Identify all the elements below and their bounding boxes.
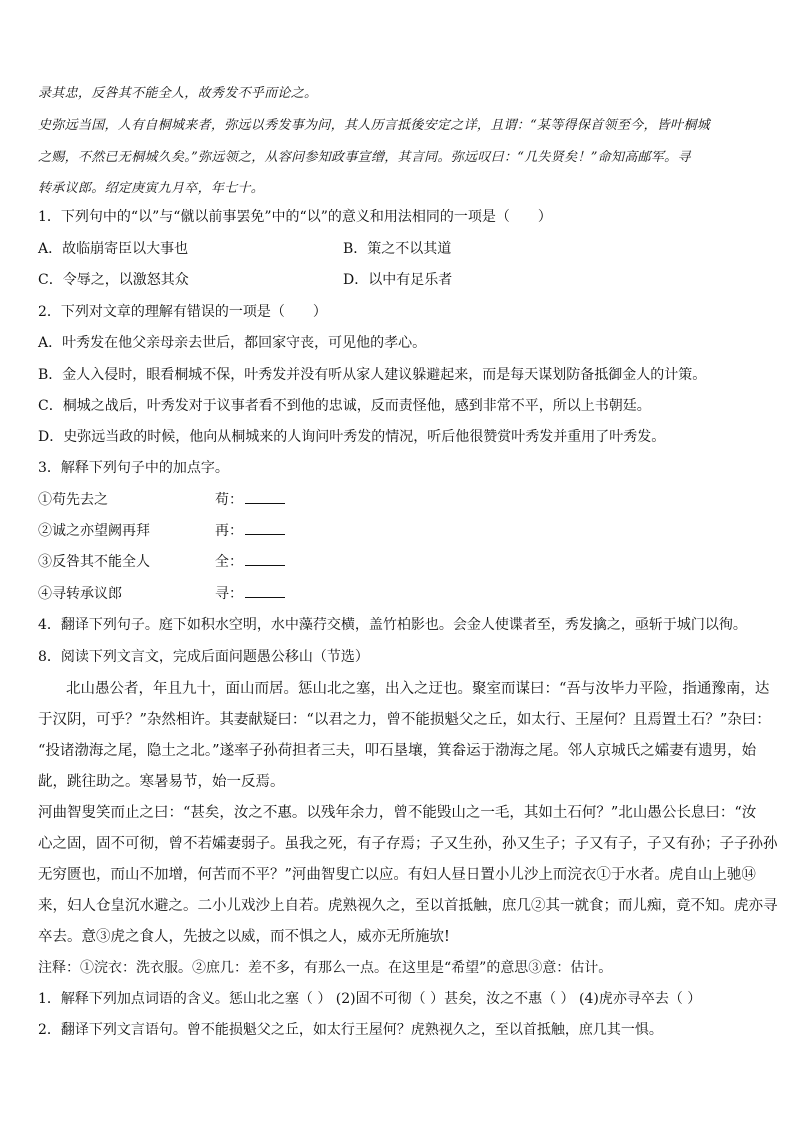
passage-line-2: 史弥远当国，人有自桐城来者，弥远以秀发事为问，其人历言抵後安定之详，且谓：“某等得保首领至今，皆叶桐城 [38,118,710,133]
question-8-sub-1: 1．解释下列加点词语的含义。惩山北之塞（ ） (2)固不可彻（ ）甚矣，汝之不惠（ ） (4)虎亦寻卒去（ ） [38,991,702,1007]
item-sentence: ②诚之亦望阙再拜 [38,523,150,539]
item-char: 再： [215,523,243,539]
item-sentence: ④寻转承议郎 [38,586,122,602]
answer-blank[interactable] [245,522,285,535]
question-8-stem: 8．阅读下列文言文，完成后面问题愚公移山（节选） [38,649,369,665]
yugong-line-8: 来，妇人仓皇沉水避之。二小儿戏沙上自若。虎熟视久之，至以首抵触，庶几②其一就食；而儿痴，竟不知。虎亦寻 [38,898,778,914]
yugong-line-3: “投诸渤海之尾，隐土之北。”遂率子孙荷担者三夫，叩石垦壤，箕畚运于渤海之尾。邻人京城氏之孀妻有遗男，始 [38,743,757,759]
question-8-sub-2: 2．翻译下列文言语句。曾不能损魁父之丘，如太行王屋何？虎熟视久之，至以首抵触，庶几其一惧。 [38,1022,663,1038]
answer-blank[interactable] [245,491,285,504]
yugong-line-5: 河曲智叟笑而止之曰：“甚矣，汝之不惠。以残年余力，曾不能毁山之一毛，其如土石何？”北山愚公长息曰：“汝 [38,805,757,821]
yugong-line-1: 北山愚公者，年且九十，面山而居。惩山北之塞，出入之迂也。聚室而谋曰：“吾与汝毕力平险，指通豫南，达 [66,681,770,697]
question-4-stem: 4．翻译下列句子。庭下如积水空明，水中藻荇交横，盖竹柏影也。会金人使谍者至，秀发擒之，亟斩于城门以徇。 [38,617,747,633]
passage-line-3: 之赐，不然已无桐城久矣。”弥远领之，从容问参知政事宣缯，其言同。弥远叹曰：“几失贤矣！”命知高邮军。寻 [38,150,691,165]
question-3-stem: 3．解释下列句子中的加点字。 [38,460,229,476]
question-1-stem: 1．下列句中的“以”与“僦以前事罢免”中的“以”的意义和用法相同的一项是（ ） [38,209,552,225]
yugong-line-7: 无穷匮也，而山不加增，何苦而不平？”河曲智叟亡以应。有妇人昼日置小儿沙上而浣衣①于水者。虎自山上驰⑭ [38,867,756,883]
answer-blank[interactable] [245,585,285,598]
question-1-options-row2 [38,271,758,289]
yugong-line-6: 心之固，固不可彻，曾不若孀妻弱子。虽我之死，有子存焉；子又生孙，孙又生子；子又有子，子又有孙；子子孙孙 [38,836,778,852]
yugong-line-9: 卒去。意③虎之食人，先披之以威，而不惧之人，威亦无所施欤! [38,929,450,945]
option-2a: A．叶秀发在他父亲母亲去世后，都回家守丧，可见他的孝心。 [38,335,427,351]
item-char: 寻： [215,586,243,602]
item-char: 苟： [215,492,243,508]
option-1b: B．策之不以其道 [343,241,452,257]
option-1c: C．令辱之，以激怒其众 [38,272,189,288]
item-sentence: ①苟先去之 [38,492,108,508]
passage-line-4: 转承议郎。绍定庚寅九月卒，年七十。 [38,181,265,196]
question-1-options-row1 [38,240,758,258]
item-sentence: ③反咎其不能全人 [38,554,150,570]
annotation-note: 注释：①浣衣：洗衣服。②庶几：差不多，有那么一点。在这里是“希望”的意思③意：估计。 [38,960,613,976]
option-2b: B．金人入侵时，眼看桐城不保，叶秀发并没有听从家人建议躲避起来，而是每天谋划防备抵御金人的计策。 [38,367,707,383]
item-char: 全： [215,554,243,570]
option-2c: C．桐城之战后，叶秀发对于议事者看不到他的忠诚，反而责怪他，感到非常不平，所以上书朝廷。 [38,398,651,414]
passage-line-1: 录其忠，反咎其不能全人，故秀发不乎而论之。 [38,86,318,101]
answer-blank[interactable] [245,553,285,566]
question-3-item [38,522,758,540]
option-1a: A．故临崩寄臣以大事也 [38,241,189,257]
question-3-item [38,491,758,509]
option-2d: D．史弥远当政的时候，他向从桐城来的人询问叶秀发的情况，听后他很赞赏叶秀发并重用了叶秀发。 [38,429,666,445]
question-3-item [38,553,758,571]
question-2-stem: 2．下列对文章的理解有错误的一项是（ ） [38,304,327,320]
option-1d: D．以中有足乐者 [343,272,453,288]
yugong-line-2: 于汉阴，可乎？”杂然相许。其妻献疑曰：“以君之力，曾不能损魁父之丘，如太行、王屋何？且焉置土石？”杂曰： [38,712,771,728]
question-3-item [38,585,758,603]
yugong-line-4: 龀，跳往助之。寒暑易节，始一反焉。 [38,774,285,790]
